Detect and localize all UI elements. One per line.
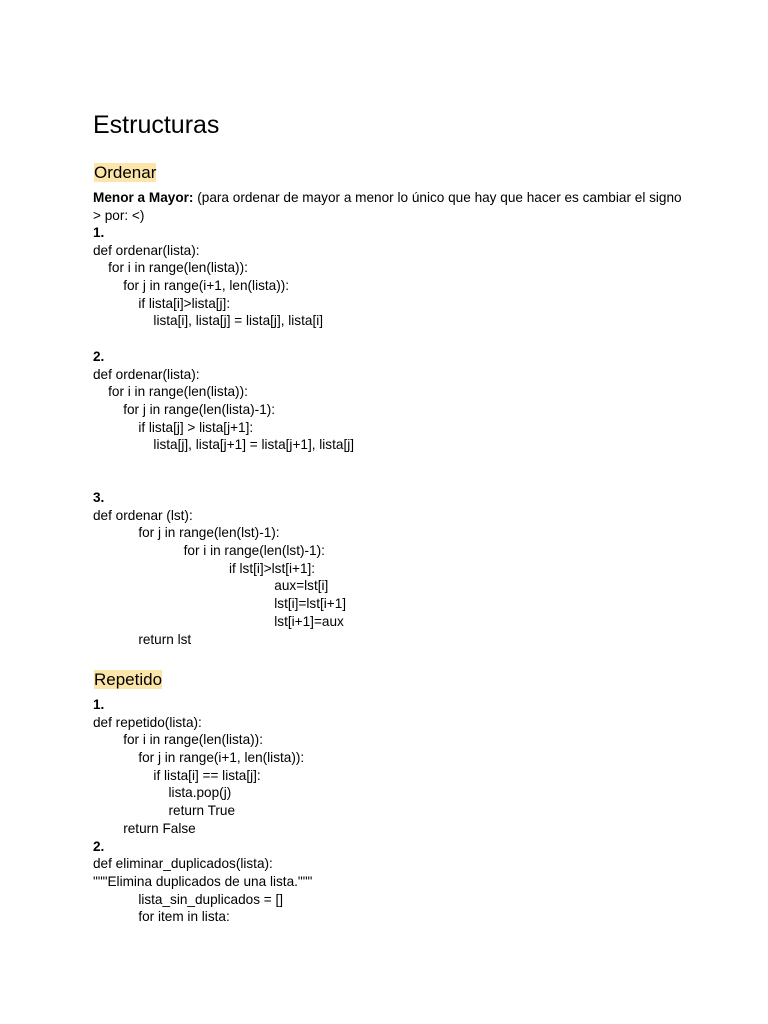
code-line: for j in range(len(lst)-1): [93,525,280,541]
section-heading-ordenar-text: Ordenar [94,163,157,182]
code-line: lista[i], lista[j] = lista[j], lista[i] [93,313,324,329]
code-line: lista_sin_duplicados = [] [93,891,284,907]
code-line: if lista[i] == lista[j]: [93,767,261,783]
code-line: def ordenar (lst): [93,507,193,523]
code-line: return False [93,820,196,836]
page-title: Estructuras [93,111,220,139]
code-line: for i in range(len(lista)): [93,260,248,276]
code-line: lista.pop(j) [93,785,232,801]
ordenar-item-2 [93,348,683,454]
code-line: """Elimina duplicados de una lista.""" [93,873,313,889]
code-line: def eliminar_duplicados(lista): [93,856,273,872]
code-line: if lista[i]>lista[j]: [93,295,231,311]
item-number: 2. [93,838,105,854]
intro-text: (para ordenar de mayor a menor lo único que hay que hacer es cambiar el signo > por: <) [93,190,682,223]
code-line: for j in range(i+1, len(lista)): [93,278,290,294]
item-number: 1. [93,225,105,240]
ordenar-item-1 [93,224,683,330]
code-line: for j in range(i+1, len(lista)): [93,750,305,766]
code-line: if lst[i]>lst[i+1]: [93,560,316,576]
code-line: for j in range(len(lista)-1): [93,402,276,418]
ordenar-item-3 [93,489,683,648]
code-line: def ordenar(lista): [93,366,200,382]
code-line: for i in range(len(lista)): [93,732,263,748]
repetido-items [93,696,683,926]
item-number: 3. [93,490,105,505]
code-line: if lista[j] > lista[j+1]: [93,419,254,435]
item-number: 1. [93,697,105,712]
code-line: return lst [93,631,192,647]
intro-bold-label: Menor a Mayor: [93,190,194,205]
code-line: def repetido(lista): [93,714,202,730]
item-number: 2. [93,349,105,364]
code-line: for item in lista: [93,909,230,925]
code-line: lst[i]=lst[i+1] [93,596,347,612]
code-line: aux=lst[i] [93,578,329,594]
section-heading-repetido [93,669,163,691]
code-line: for i in range(len(lista)): [93,384,248,400]
section-heading-ordenar [93,162,157,184]
code-line: def ordenar(lista): [93,242,200,258]
code-line: return True [93,803,236,819]
code-line: for i in range(len(lst)-1): [93,543,325,559]
section-heading-repetido-text: Repetido [94,670,163,689]
ordenar-intro [93,189,683,224]
code-line: lista[j], lista[j+1] = lista[j+1], lista[j] [93,437,355,453]
code-line: lst[i+1]=aux [93,613,344,629]
